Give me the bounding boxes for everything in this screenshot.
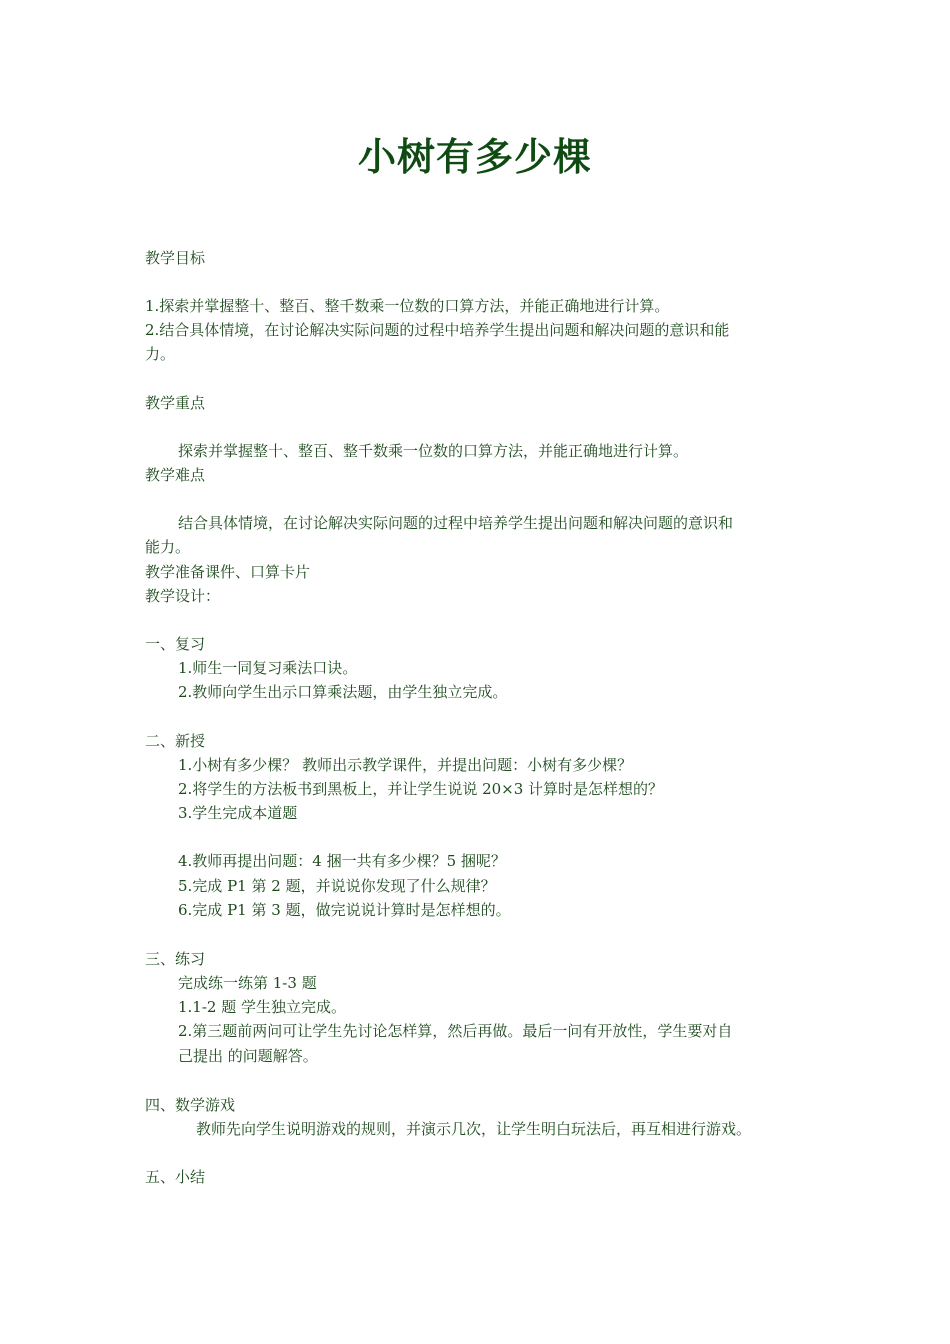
- section-practice: 三、练习: [145, 950, 206, 968]
- new-lesson-item: 4.教师再提出问题：4 捆一共有多少棵？5 捆呢？: [178, 852, 506, 870]
- review-item: 1.师生一同复习乘法口诀。: [178, 659, 358, 677]
- heading-key-points: 教学重点: [145, 394, 206, 412]
- practice-item-continued: 己提出 的问题解答。: [178, 1047, 318, 1065]
- goal-item: 2.结合具体情境，在讨论解决实际问题的过程中培养学生提出问题和解决问题的意识和能: [145, 321, 730, 339]
- practice-item: 2.第三题前两问可让学生先讨论怎样算，然后再做。最后一问有开放性，学生要对自: [178, 1022, 733, 1040]
- practice-item: 完成练一练第 1-3 题: [178, 974, 317, 992]
- difficulty-text-continued: 能力。: [145, 538, 191, 556]
- heading-teaching-design: 教学设计：: [145, 587, 221, 605]
- heading-teaching-goals: 教学目标: [145, 249, 206, 267]
- difficulty-text: 结合具体情境，在讨论解决实际问题的过程中培养学生提出问题和解决问题的意识和: [178, 514, 734, 532]
- goal-item-continued: 力。: [145, 345, 176, 363]
- section-new-lesson: 二、新授: [145, 732, 206, 750]
- goal-item: 1.探索并掌握整十、整百、整千数乘一位数的口算方法，并能正确地进行计算。: [145, 297, 670, 315]
- new-lesson-item: 6.完成 P1 第 3 题，做完说说计算时是怎样想的。: [178, 901, 511, 919]
- new-lesson-item: 2.将学生的方法板书到黑板上，并让学生说说 20×3 计算时是怎样想的？: [178, 780, 664, 798]
- math-game-text: 教师先向学生说明游戏的规则，并演示几次，让学生明白玩法后，再互相进行游戏。: [196, 1120, 752, 1138]
- new-lesson-item: 5.完成 P1 第 2 题，并说说你发现了什么规律？: [178, 877, 496, 895]
- section-math-game: 四、数学游戏: [145, 1096, 236, 1114]
- section-summary: 五、小结: [145, 1168, 206, 1186]
- document-title: 小树有多少棵: [357, 134, 592, 179]
- review-item: 2.教师向学生出示口算乘法题，由学生独立完成。: [178, 683, 508, 701]
- section-review: 一、复习: [145, 635, 206, 653]
- new-lesson-item: 3.学生完成本道题: [178, 804, 298, 822]
- key-point-text: 探索并掌握整十、整百、整千数乘一位数的口算方法，并能正确地进行计算。: [178, 442, 689, 460]
- new-lesson-item: 1.小树有多少棵？ 教师出示教学课件，并提出问题：小树有多少棵？: [178, 756, 633, 774]
- preparation-line: 教学准备课件、口算卡片: [145, 563, 311, 581]
- heading-difficulties: 教学难点: [145, 466, 206, 484]
- practice-item: 1.1-2 题 学生独立完成。: [178, 998, 347, 1016]
